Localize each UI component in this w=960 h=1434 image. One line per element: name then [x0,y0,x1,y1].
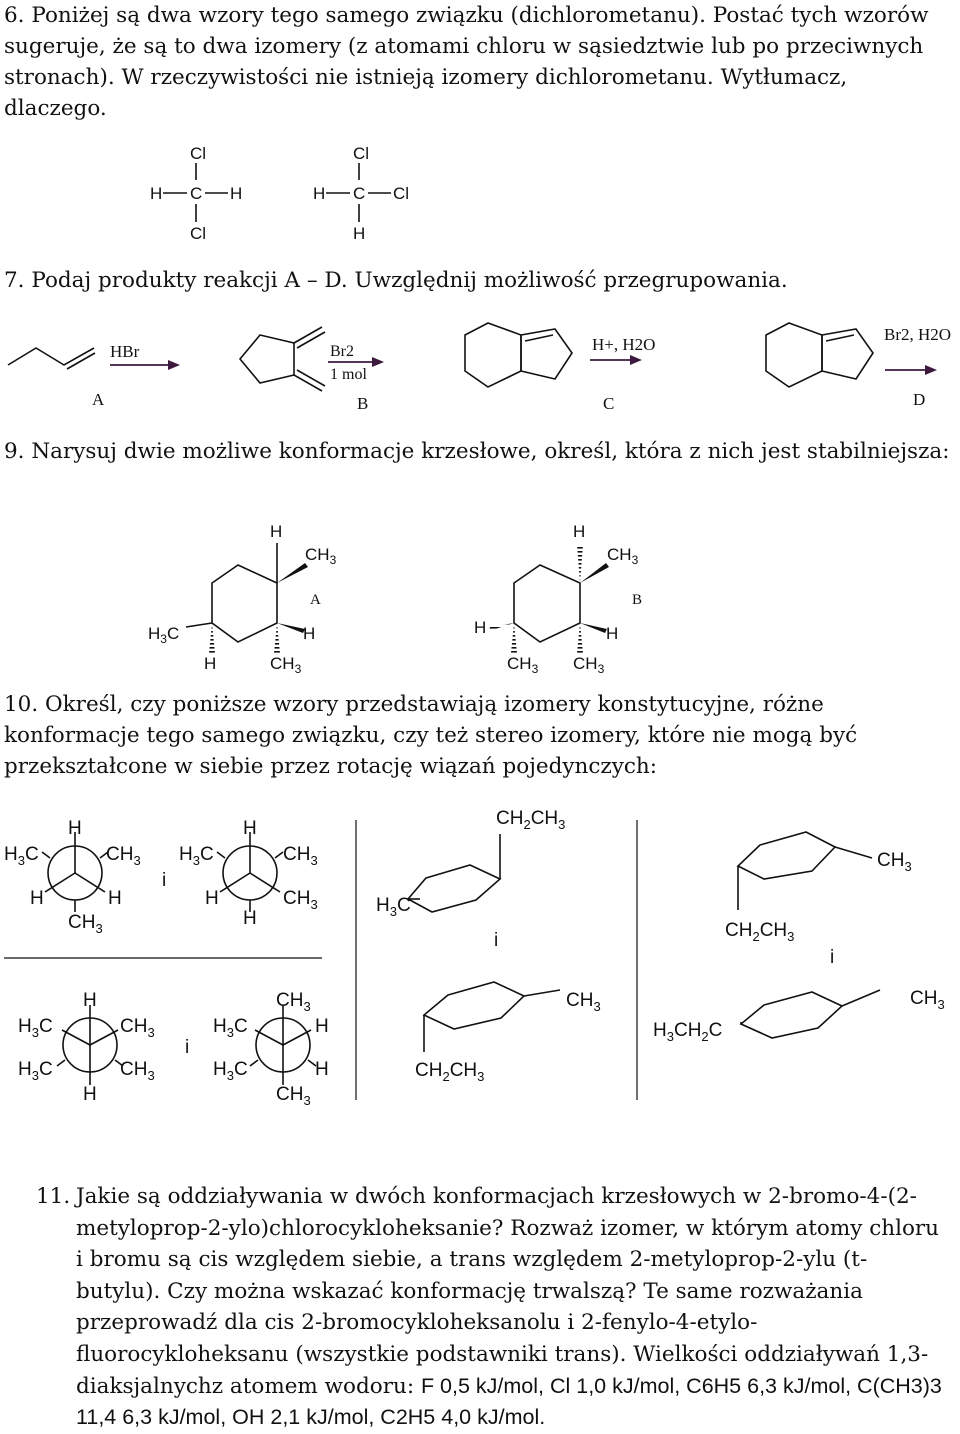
svg-text:H3C: $H_3C$ [213,1016,248,1040]
atom-cl-top: Cl [353,144,370,163]
atom-cl-top: Cl [190,144,207,163]
atom-h-left: H [313,184,326,203]
wedge-h-right [580,623,607,633]
hashed-ch3-right [577,623,583,653]
svg-text:CH3: $CH_3$ [120,1059,155,1083]
reagent-br2: Br2 [330,343,354,360]
newman-projection [18,990,155,1105]
exocyclic-methylene-bottom [294,375,322,391]
chair-b [474,522,642,676]
arrow-head [630,355,642,365]
question-9 [4,436,954,467]
connector-i: i [185,1037,190,1058]
svg-text:CH3: $CH_3$ [276,1084,311,1108]
dichloromethane-formulas [0,0,960,270]
label-ch3: $CH_3$ [607,545,639,567]
label-h-bottom: H [204,654,217,673]
chair-conformations [0,515,960,685]
connector-i: i [494,930,499,951]
question-10 [4,689,954,782]
reagent-hbr: HBr [110,342,140,361]
question-7-text: 7. Podaj produkty reakcji A – D. Uwzględnij możliwość przegrupowania. [4,268,788,293]
atom-h-bottom: H [353,224,366,243]
cyclohexane-ring [514,565,580,642]
interaction-values: F 0,5 kJ/mol, Cl 1,0 kJ/mol, C6H5 6,3 kJ/mol, C(CH3)3 11,4 6,3 kJ/mol, OH 2,1 kJ/mol, C2H5 4,0 kJ/mol. [76,1373,942,1430]
label-h: H [573,522,586,541]
svg-text:H: H [315,1016,329,1037]
arrow-head [168,360,180,370]
label-h-right: H [606,624,619,643]
question-6-number: 6. [4,3,25,28]
reaction-b [240,327,384,413]
svg-text:H: H [108,888,122,909]
svg-text:CH3: $CH_3$ [283,844,318,868]
chair-ethyl-2 [725,832,912,944]
bond [186,623,212,627]
svg-text:H: H [315,1059,329,1080]
svg-text:CH3: $CH_3$ [68,912,103,936]
hashed-ch3-left [511,623,517,653]
atom-cl-bottom: Cl [190,224,207,243]
svg-text:H: H [243,818,257,839]
svg-text:CH3: $CH_3$ [120,1016,155,1040]
chair-ethyl-4 [653,988,945,1044]
svg-text:H3C: $H_3C$ [179,844,214,868]
isomer-pairs [0,800,960,1120]
exocyclic-methylene-top-2 [297,332,325,348]
label-ch3-bottom-left: $CH_3$ [507,654,539,676]
reagent-acid-water: H+, H2O [592,335,656,354]
reagent-bromine-water: Br2, H2O [884,325,952,344]
reactions-scheme [0,305,960,425]
hashed-h-bottom-left [209,623,215,653]
svg-text:CH2CH3: $CH_2CH_3$ [725,920,795,944]
double-bond-line [826,335,854,341]
cyclopentane-ring [240,335,294,383]
label-h-right: H [303,624,316,643]
svg-text:H3C: $H_3C$ [4,844,39,868]
label-h3c: $H_3C$ [148,624,180,646]
svg-text:H3C: $H_3C$ [18,1059,53,1083]
cyclohexane-ring [212,565,277,642]
arrow-head [372,357,384,367]
double-bond-line [525,335,553,341]
atom-c: C [353,184,366,203]
svg-text:CH3: $CH_3$ [276,990,311,1014]
product-letter-d: D [913,390,926,409]
wedge-ch3 [277,563,308,583]
svg-text:CH3: $CH_3$ [106,844,141,868]
svg-text:H: H [83,990,97,1011]
question-7 [4,265,954,296]
question-11 [36,1181,948,1434]
question-10-text: 10. Określ, czy poniższe wzory przedstawiają izomery konstytucyjne, różne konformacje tego samego związku, czy też stereo izomery, które nie mogą być przekształcone w siebie przez rotację wiązań pojedynczych: [4,692,858,779]
svg-text:H: H [205,888,219,909]
question-9-text: 9. Narysuj dwie możliwe konformacje krzesłowe, określ, która z nich jest stabilniejsza: [4,439,950,464]
product-letter-c: C [603,394,615,413]
product-letter-a: A [92,390,105,409]
cyclohexane-ring [465,323,521,387]
newman-projection [213,990,329,1108]
question-6-text: Poniżej są dwa wzory tego samego związku (dichlorometanu). Postać tych wzorów sugeruje, że są to dwa izomery (z atomami chloru w sąsiedztwie lub po przeciwnych stronach). W rzeczywistości nie istnieją izomery dichlorometanu. Wytłumacz, dlaczego. [4,3,929,121]
chair-ethyl-3 [415,982,601,1084]
svg-text:H: H [83,1084,97,1105]
exocyclic-methylene-bottom-2 [297,370,325,386]
connector-i: i [162,870,167,891]
label-ch3: $CH_3$ [305,545,337,567]
atom-cl-right: Cl [393,184,410,203]
svg-text:H: H [30,888,44,909]
svg-text:H3C: $H_3C$ [213,1059,248,1083]
svg-text:CH2CH3: $CH_2CH_3$ [415,1060,485,1084]
label-b: B [632,592,643,608]
reagent-amount: 1 mol [330,366,367,383]
atom-h-right: H [230,184,243,203]
svg-text:CH3: $CH_3$ [910,988,945,1012]
label-ch3-bottom-right: $CH_3$ [573,654,605,676]
atom-h-left: H [150,184,163,203]
question-11-number: 11. [36,1184,71,1209]
butene-skeleton [8,348,94,365]
reaction-c [465,323,655,413]
reaction-d [766,323,951,409]
svg-text:CH3: $CH_3$ [283,888,318,912]
svg-text:H: H [243,908,257,929]
svg-text:CH2CH3: $CH_2CH_3$ [496,808,566,832]
formula-left [150,144,242,243]
product-letter-b: B [357,394,369,413]
svg-text:CH3: $CH_3$ [877,850,912,874]
cyclohexane-ring [766,323,822,387]
newman-projection [4,818,141,936]
wedge-h-right [277,623,305,633]
svg-text:CH3: $CH_3$ [566,990,601,1014]
label-ch3-bottom: $CH_3$ [270,654,302,676]
label-a: A [310,592,321,608]
hashed-h-top [577,545,583,583]
label-h: H [270,522,283,541]
chair-a [148,522,337,676]
svg-text:H3C: $H_3C$ [376,895,411,919]
exocyclic-methylene-top [294,327,322,343]
arrow-head [925,365,937,375]
svg-text:H3CH2C: $H_3CH_2C$ [653,1020,723,1044]
label-h-left: H [474,618,487,637]
svg-text:H3C: $H_3C$ [18,1016,53,1040]
atom-c: C [190,184,203,203]
chair-ethyl-1 [376,808,565,919]
hashed-h-left [489,623,514,631]
wedge-ch3 [580,563,609,583]
newman-projection [179,818,318,929]
formula-right [313,144,409,243]
connector-i: i [830,947,835,968]
hashed-ch3-bottom [274,623,280,653]
question-11-text: Jakie są oddziaływania w dwóch konformacjach krzesłowych w 2-bromo-4-(2-metyloprop-2-ylo)chlorocykloheksanie? Rozważ izomer, w którym atomy chloru i bromu są cis względem siebie, a trans względem 2-metyloprop-2-ylu (t-butylu). Czy można wskazać konformację trwalszą? Te same rozważania przeprowadź dla cis 2-bromocykloheksanolu i 2-fenylo-4-etylo-fluorocykloheksanu (wszystkie podstawniki trans). Wielkości oddziaływań 1,3-diaksjalnychz atomem wodoru: [76,1184,940,1399]
reaction-a [8,342,180,409]
svg-text:H: H [68,818,82,839]
